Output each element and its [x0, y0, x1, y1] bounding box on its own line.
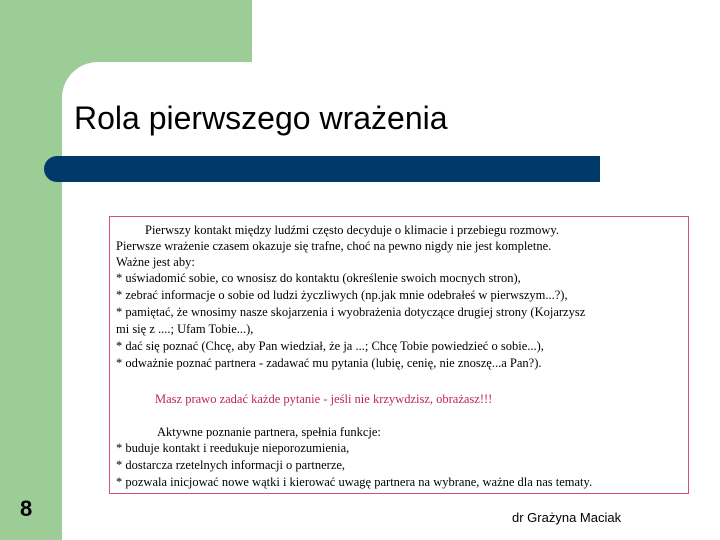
list-item: * zebrać informacje o sobie od ludzi życzliwych (np.jak mnie odebrałeś w pierwszym...?),	[116, 288, 568, 302]
list-item: * dać się poznać (Chcę, aby Pan wiedział, że ja ...; Chcę Tobie powiedzieć o sobie...),	[116, 339, 544, 353]
title-underline-bar	[44, 156, 600, 182]
paragraph-line: Pierwszy kontakt między ludźmi często decyduje o klimacie i przebiegu rozmowy.	[145, 223, 559, 237]
list-item: * dostarcza rzetelnych informacji o partnerze,	[116, 458, 346, 472]
list-item: * pamiętać, że wnosimy nasze skojarzenia i wyobrażenia dotyczące drugiej strony (Kojarzysz	[116, 305, 586, 319]
green-decoration-left	[0, 140, 62, 540]
list-item: * pozwala inicjować nowe wątki i kierować uwagę partnera na wybrane, ważne dla nas tematy.	[116, 475, 593, 489]
slide-title: Rola pierwszego wrażenia	[74, 100, 448, 136]
paragraph-line: Ważne jest aby:	[116, 255, 195, 269]
list-item: * odważnie poznać partnera - zadawać mu pytania (lubię, cenię, nie znoszę...a Pan?).	[116, 356, 542, 370]
list-item: * uświadomić sobie, co wnosisz do kontaktu (określenie swoich mocnych stron),	[116, 271, 521, 285]
paragraph-line: Aktywne poznanie partnera, spełnia funkcje:	[157, 425, 381, 439]
list-item-continuation: mi się z ....; Ufam Tobie...),	[116, 322, 254, 336]
slide-number: 8	[20, 496, 33, 521]
highlight-text: Masz prawo zadać każde pytanie - jeśli nie krzywdzisz, obrażasz!!!	[155, 392, 493, 406]
paragraph-line: Pierwsze wrażenie czasem okazuje się trafne, choć na pewno nigdy nie jest kompletne.	[116, 239, 552, 253]
list-item: * buduje kontakt i reedukuje nieporozumienia,	[116, 441, 350, 455]
author-footer: dr Grażyna Maciak	[512, 510, 622, 525]
